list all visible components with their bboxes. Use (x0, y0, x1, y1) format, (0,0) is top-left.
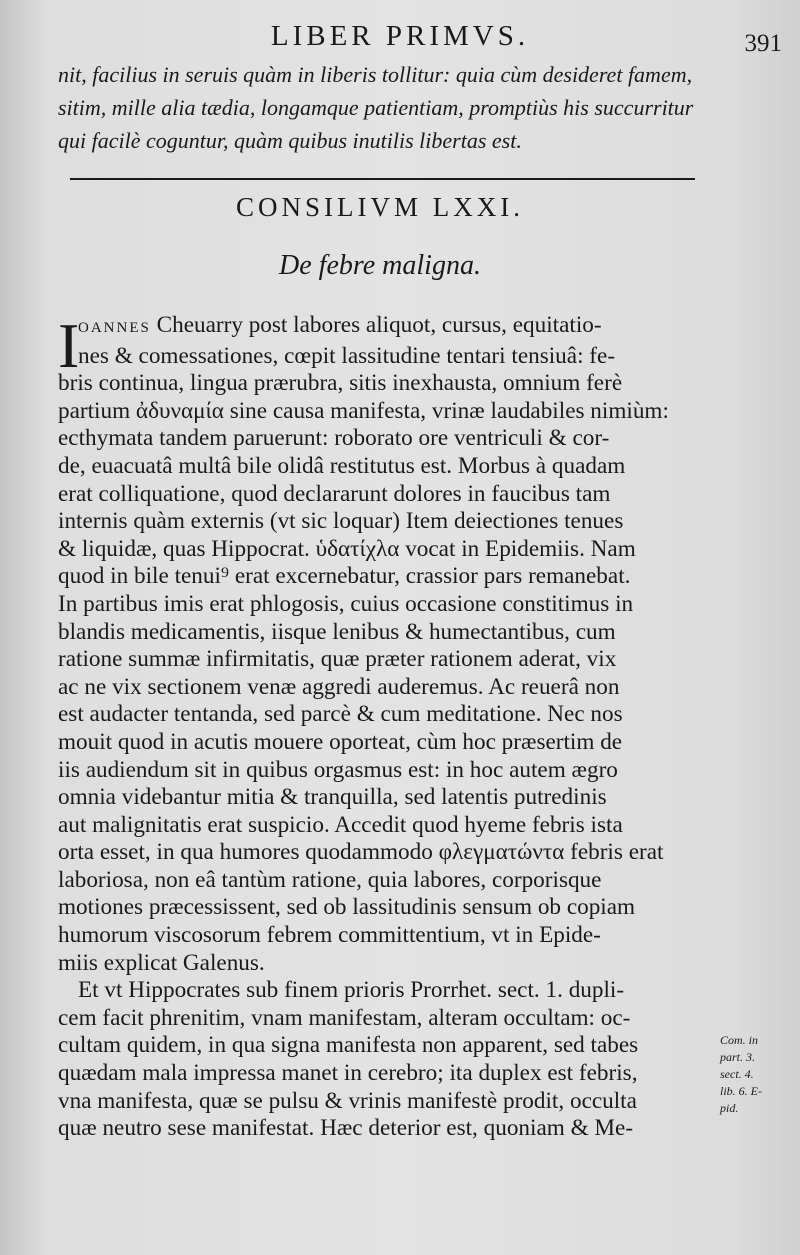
margin-note-line: Com. in (720, 1033, 759, 1047)
text-line: nes & comessationes, cœpit lassitudine tentari tensiuâ: fe- (78, 342, 616, 369)
text-line: cem facit phrenitim, vnam manifestam, alteram occultam: oc- (58, 1004, 631, 1031)
text-line: cultam quidem, in qua signa manifesta non apparent, sed tabes (58, 1032, 639, 1059)
italic-lead-paragraph (58, 58, 778, 157)
first-line-rest: Cheuarry post labores aliquot, cursus, equitatio- (150, 312, 602, 338)
text-line: ecthymata tandem paruerunt: roborato ore ventriculi & cor- (58, 425, 610, 452)
margin-note-line: part. 3. (720, 1050, 756, 1064)
margin-note-line: pid. (720, 1101, 739, 1115)
italic-line: nit, facilius in seruis quàm in liberis tollitur: quia cùm desideret famem, (58, 62, 693, 87)
italic-line: sitim, mille alia tædia, longamque patientiam, promptiùs his succurritur (58, 95, 694, 120)
section-title: CONSILIVM LXXI. (236, 192, 524, 222)
text-line: ac ne vix sectionem venæ aggredi auderemus. Ac reuerâ non (58, 673, 620, 700)
first-word: OANNES (78, 320, 151, 336)
text-line: partium ἀδυναμία sine causa manifesta, vrinæ laudabiles nimiùm: (58, 397, 669, 424)
text-line: humorum viscosorum febrem committentium, vt in Epide- (58, 922, 601, 949)
running-head: LIBER PRIMVS. (270, 20, 530, 52)
text-line: bris continua, lingua prærubra, sitis inexhausta, omnium ferè (58, 370, 623, 397)
text-line: internis quàm externis (vt sic loquar) Item deiectiones tenues (58, 508, 624, 535)
horizontal-rule (70, 178, 695, 180)
text-line: omnia videbantur mitia & tranquilla, sed latentis putredinis (58, 784, 607, 811)
text-line: mouit quod in acutis mouere oporteat, cùm hoc præsertim de (58, 728, 623, 755)
text-line: motiones præcessissent, sed ob lassitudinis sensum ob copiam (58, 894, 636, 921)
text-line: In partibus imis erat phlogosis, cuius occasione constitimus in (58, 590, 634, 617)
text-line: quod in bile tenui⁹ erat excernebatur, crassior pars remanebat. (58, 563, 631, 590)
text-line: erat colliquatione, quod declararunt dolores in faucibus tam (58, 480, 611, 507)
section-subtitle: De febre maligna. (279, 250, 481, 281)
page-number: 391 (744, 30, 782, 57)
text-line: quæ neutro sese manifestat. Hæc deterior est, quoniam & Me- (58, 1115, 634, 1142)
margin-note (720, 1032, 795, 1117)
text-line: miis explicat Galenus. (58, 949, 265, 976)
text-line (58, 312, 718, 343)
text-line: vna manifesta, quæ se pulsu & vrinis manifestè prodit, occulta (58, 1087, 637, 1114)
margin-note-line: sect. 4. (720, 1067, 754, 1081)
text-line: aut malignitatis erat suspicio. Accedit quod hyeme febris ista (58, 811, 623, 838)
text-line: Et vt Hippocrates sub finem prioris Prorrhet. sect. 1. dupli- (78, 977, 625, 1004)
text-line: & liquidæ, quas Hippocrat. ὑδατίχλα vocat in Epidemiis. Nam (58, 535, 636, 562)
text-line: iis audiendum sit in quibus orgasmus est: in hoc autem ægro (58, 756, 618, 783)
text-line: quædam mala impressa manet in cerebro; ita duplex est febris, (58, 1060, 638, 1087)
text-line: ratione summæ infirmitatis, quæ præter rationem aderat, vix (58, 646, 617, 673)
text-line: de, euacuatâ multâ bile olidâ restitutus est. Morbus à quadam (58, 452, 626, 479)
body-text (58, 312, 718, 1143)
margin-note-line: lib. 6. E- (720, 1084, 762, 1098)
text-line: orta esset, in qua humores quodammodo φλεγματώντα febris erat (58, 839, 664, 866)
drop-cap: I (58, 310, 80, 381)
text-line: blandis medicamentis, iisque lenibus & humectantibus, cum (58, 618, 616, 645)
text-line: est audacter tentanda, sed parcè & cum meditatione. Nec nos (58, 701, 623, 728)
italic-line: qui facilè coguntur, quàm quibus inutilis libertas est. (58, 128, 522, 153)
text-line: laboriosa, non eâ tantùm ratione, quia labores, corporisque (58, 866, 602, 893)
